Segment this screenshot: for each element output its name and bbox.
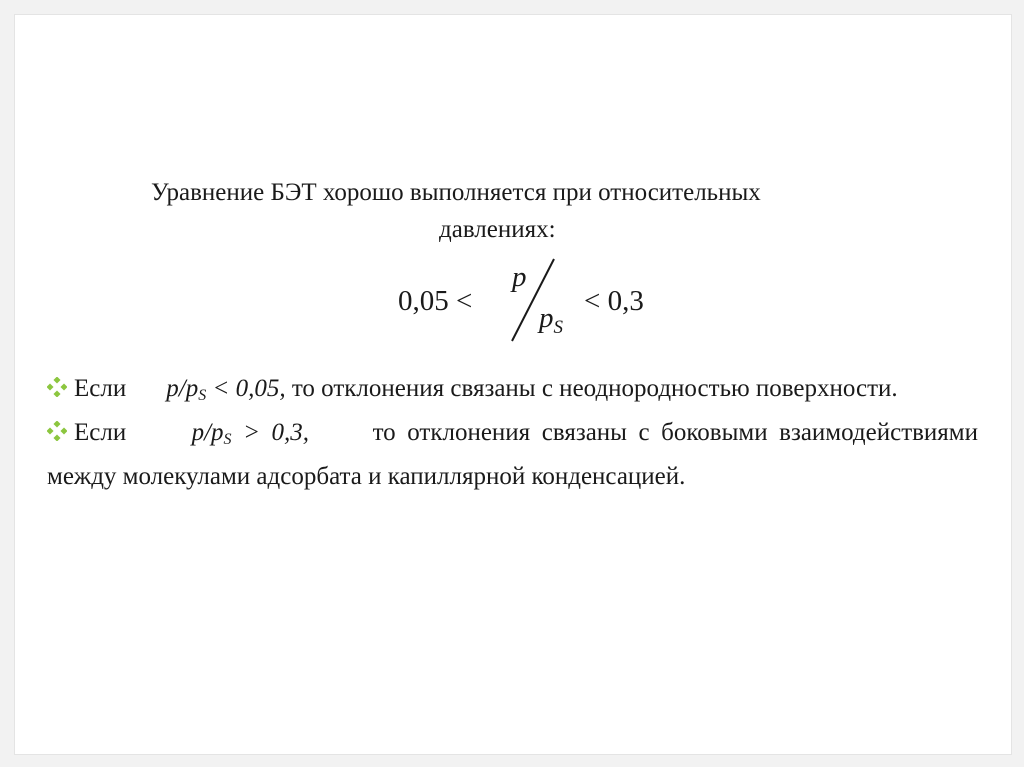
- bullet-list: [47, 370, 978, 495]
- bullet-lead: Если: [74, 375, 127, 402]
- bullet-lead: Если: [74, 419, 127, 446]
- bullet-text: то отклонения связаны с боковыми взаимодействиями между молекулами адсорбата и капиллярной конденсацией.: [47, 419, 978, 490]
- pressure-range-formula: [398, 253, 658, 345]
- intro-line-1: Уравнение БЭТ хорошо выполняется при относительных: [151, 179, 761, 206]
- formula-denominator: $p_S$: [539, 302, 563, 338]
- bullet-item-low-pressure: [47, 370, 978, 414]
- formula-lower-bound: 0,05 <: [398, 285, 473, 317]
- bullet-text: то отклонения связаны с неоднородностью поверхности.: [291, 375, 898, 402]
- formula-upper-bound: < 0,3: [584, 285, 644, 317]
- diamond-bullet-icon: [47, 377, 67, 397]
- bullet-condition: $p/p_S < 0,05$,: [166, 375, 286, 404]
- intro-line-2: давлениях:: [439, 216, 556, 243]
- bullet-condition: $p/p_S > 0,3$,: [191, 419, 310, 448]
- slide: [14, 14, 1012, 755]
- bullet-item-high-pressure: [47, 414, 978, 495]
- diamond-bullet-icon: [47, 421, 67, 441]
- formula-numerator: p: [512, 261, 527, 293]
